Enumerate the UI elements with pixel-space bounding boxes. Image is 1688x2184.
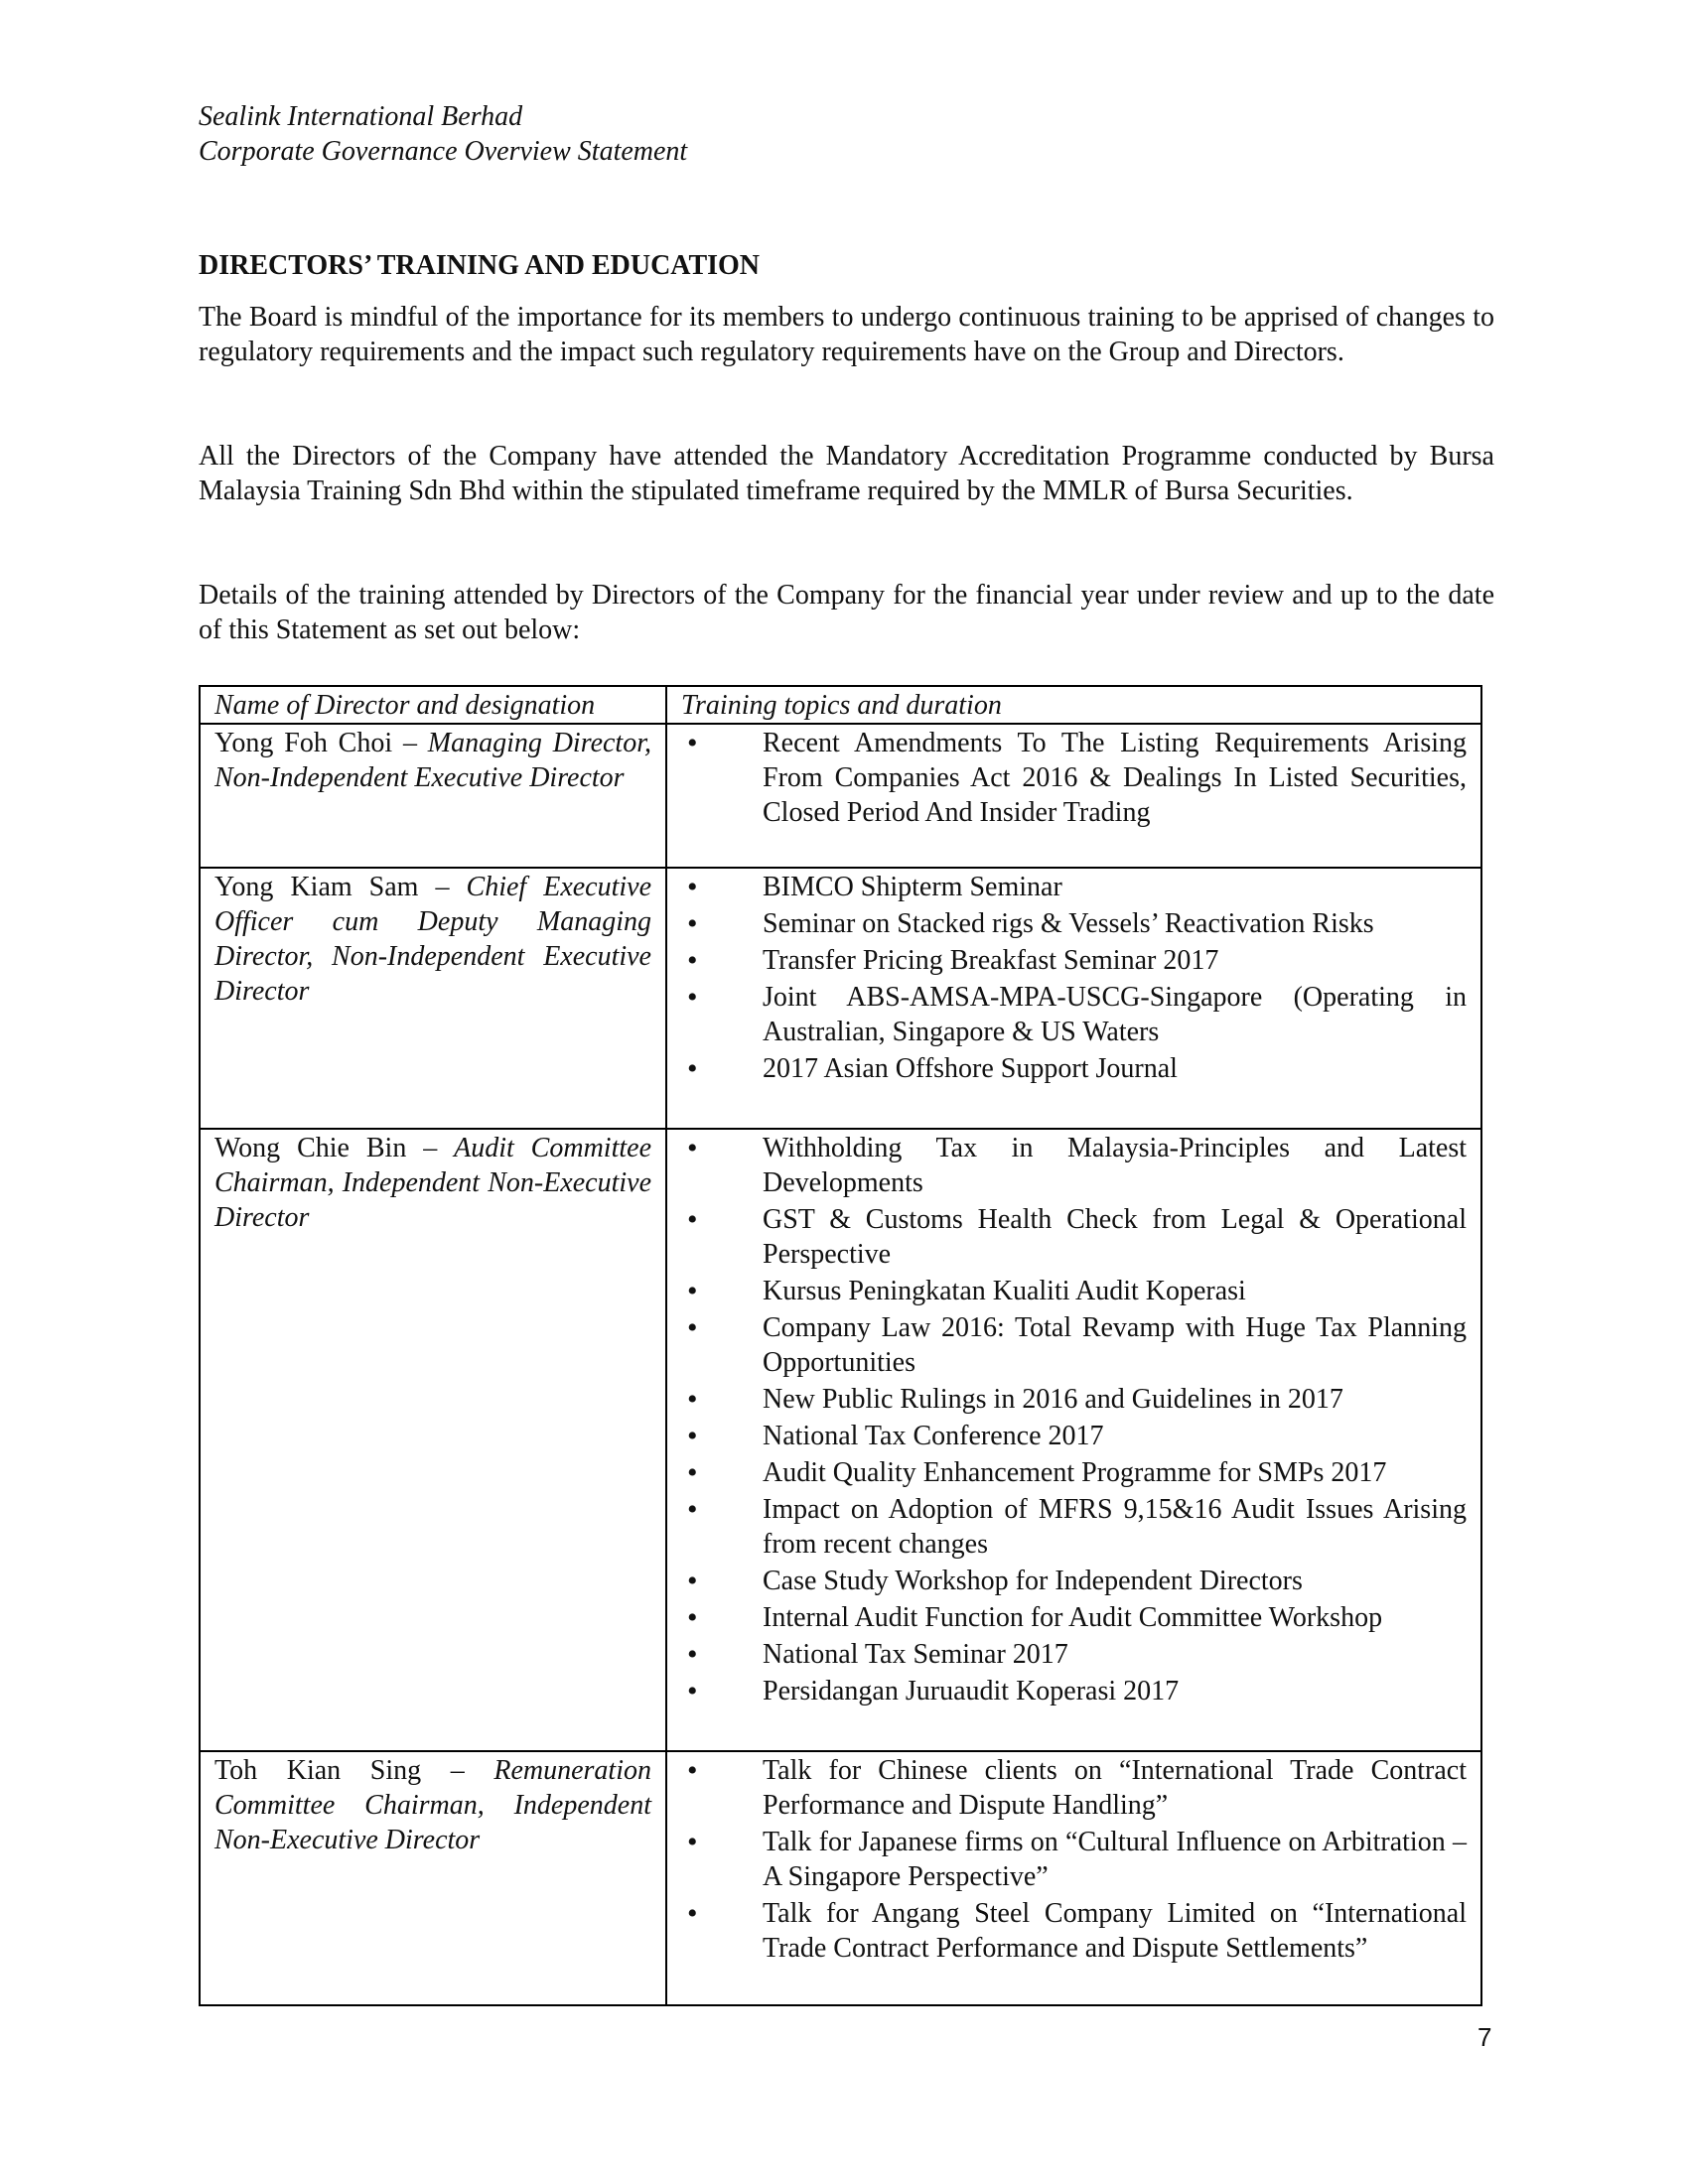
topic-item: • Audit Quality Enhancement Programme for SMPs 2017 [681, 1455, 1467, 1490]
director-cell [200, 1751, 666, 2005]
training-table [199, 685, 1482, 2006]
table-row [200, 1129, 1481, 1751]
topic-item: • Seminar on Stacked rigs & Vessels’ Reactivation Risks [681, 906, 1467, 941]
column-header-director: Name of Director and designation [200, 686, 666, 724]
topics-cell [666, 1129, 1481, 1751]
topic-list [681, 1753, 1467, 1966]
director-designation: Remuneration Committee Chairman, Independent Non-Executive Director [214, 1755, 651, 1855]
topic-item: • Talk for Chinese clients on “International Trade Contract Performance and Dispute Handling” [681, 1753, 1467, 1823]
director-designation: Managing Director, Non-Independent Executive Director [214, 728, 652, 793]
director-name: Toh Kian Sing [214, 1755, 422, 1786]
table-row [200, 724, 1481, 868]
topic-list [681, 870, 1467, 1086]
director-designation: Chief Executive Officer cum Deputy Managing Director, Non-Independent Executive Director [214, 872, 652, 1007]
topic-list [681, 726, 1467, 830]
name-separator: – [418, 872, 467, 902]
page-number: 7 [1477, 2022, 1492, 2052]
paragraph-board-training: The Board is mindful of the importance for its members to undergo continuous training to be apprised of changes to regulatory requirements and the impact such regulatory requirements have on the Group and Directors. [199, 302, 1494, 367]
topic-item: • Transfer Pricing Breakfast Seminar 2017 [681, 943, 1467, 978]
topic-item: • BIMCO Shipterm Seminar [681, 870, 1467, 904]
topic-item: • Company Law 2016: Total Revamp with Huge Tax Planning Opportunities [681, 1310, 1467, 1380]
table-row [200, 1751, 1481, 2005]
topic-item: • Case Study Workshop for Independent Directors [681, 1564, 1467, 1598]
paragraph-accreditation: All the Directors of the Company have attended the Mandatory Accreditation Programme conducted by Bursa Malaysia Training Sdn Bhd within the stipulated timeframe required by the MMLR of Bursa Securities. [199, 441, 1494, 506]
topics-cell [666, 724, 1481, 868]
director-name: Wong Chie Bin [214, 1133, 407, 1163]
document-header [199, 99, 687, 169]
column-header-topics: Training topics and duration [666, 686, 1481, 724]
topic-item: • Withholding Tax in Malaysia-Principles and Latest Developments [681, 1131, 1467, 1200]
topic-item: • Persidangan Juruaudit Koperasi 2017 [681, 1674, 1467, 1708]
topic-item: • GST & Customs Health Check from Legal & Operational Perspective [681, 1202, 1467, 1272]
header-statement: Corporate Governance Overview Statement [199, 136, 688, 167]
name-separator: – [421, 1755, 494, 1786]
director-name: Yong Kiam Sam [214, 872, 419, 902]
director-cell [200, 868, 666, 1129]
topic-item: • Joint ABS-AMSA-MPA-USCG-Singapore (Operating in Australian, Singapore & US Waters [681, 980, 1467, 1049]
topic-list [681, 1131, 1467, 1708]
director-name: Yong Foh Choi [214, 728, 393, 758]
name-separator: – [406, 1133, 455, 1163]
paragraph-details-intro: Details of the training attended by Directors of the Company for the financial year under review and up to the date of this Statement as set out below: [199, 580, 1494, 645]
director-designation: Audit Committee Chairman, Independent Non-Executive Director [214, 1133, 651, 1233]
section-title: DIRECTORS’ TRAINING AND EDUCATION [199, 250, 761, 281]
topic-item: • National Tax Seminar 2017 [681, 1637, 1467, 1672]
table-header-row [200, 686, 1481, 724]
topic-item: • National Tax Conference 2017 [681, 1419, 1467, 1453]
director-cell [200, 1129, 666, 1751]
topic-item: • Talk for Angang Steel Company Limited on “International Trade Contract Performance and Dispute Settlements” [681, 1896, 1467, 1966]
topic-item: • Internal Audit Function for Audit Committee Workshop [681, 1600, 1467, 1635]
topics-cell [666, 1751, 1481, 2005]
name-separator: – [392, 728, 428, 758]
topic-item: • Kursus Peningkatan Kualiti Audit Koperasi [681, 1274, 1467, 1308]
topic-item: • Recent Amendments To The Listing Requirements Arising From Companies Act 2016 & Dealings In Listed Securities, Closed Period And Insider Trading [681, 726, 1467, 830]
table-row [200, 868, 1481, 1129]
topic-item: • Impact on Adoption of MFRS 9,15&16 Audit Issues Arising from recent changes [681, 1492, 1467, 1562]
director-cell [200, 724, 666, 868]
topic-item: • Talk for Japanese firms on “Cultural Influence on Arbitration – A Singapore Perspective” [681, 1825, 1467, 1894]
header-company: Sealink International Berhad [199, 101, 523, 132]
topic-item: • 2017 Asian Offshore Support Journal [681, 1051, 1467, 1086]
topic-item: • New Public Rulings in 2016 and Guidelines in 2017 [681, 1382, 1467, 1417]
topics-cell [666, 868, 1481, 1129]
